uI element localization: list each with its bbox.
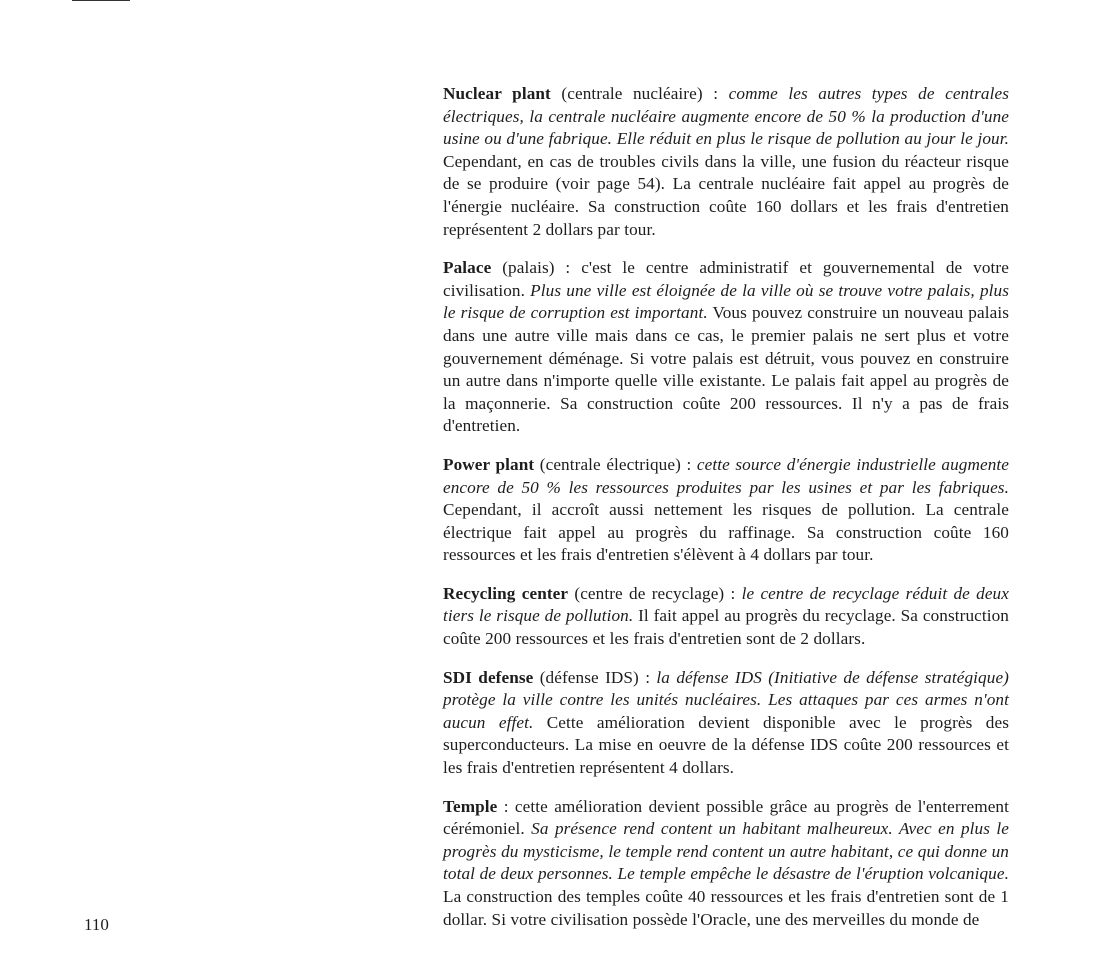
entry-recycling-center (443, 583, 1009, 651)
entry-text-italic: cette source d'énergie industrielle augmente encore de 50 % les ressources produites par les usines et par les fabriques. (443, 454, 1009, 497)
entry-nuclear-plant (443, 83, 1009, 241)
top-rule (72, 0, 130, 1)
glossary-content (443, 83, 1009, 947)
entry-term: Recycling center (443, 583, 569, 603)
entry-text: (défense IDS) : (533, 667, 657, 687)
entry-text: (centre de recyclage) : (568, 583, 742, 603)
entry-term: Power plant (443, 454, 535, 474)
page-number: 110 (84, 915, 109, 934)
entry-text: Vous pouvez construire un nouveau palais dans une autre ville mais dans ce cas, le premier palais ne sert plus et votre gouvernement déménage. Si votre palais est détruit, vous pouvez en construire un autre dans n'importe quelle ville existante. Le palais fait appel au progrès de la maçonnerie. Sa construction coûte 200 ressources. Il n'y a pas de frais d'entretien. (443, 303, 1009, 436)
entry-text-italic: le centre de recyclage réduit de deux tiers le risque de pollution. (443, 583, 1009, 626)
entry-text-italic: la défense IDS (Initiative de défense stratégique) protège la ville contre les unités nucléaires. Les attaques par ces armes n'ont aucun effet. (443, 667, 1009, 732)
entry-text: Il fait appel au progrès du recyclage. Sa construction coûte 200 ressources et les frais d'entretien sont de 2 dollars. (443, 606, 1010, 649)
entry-text-italic: Sa présence rend content un habitant malheureux. Avec en plus le progrès du mysticisme, le temple rend content un autre habitant, ce qui donne un total de deux personnes. Le temple empêche le désastre de l'éruption volcanique. (443, 819, 1009, 884)
entry-term: Nuclear plant (443, 84, 551, 103)
entry-text: Cependant, il accroît aussi nettement les risques de pollution. La centrale électrique fait appel au progrès du raffinage. Sa construction coûte 160 ressources et les frais d'entretien s'élèvent à 4 dollars par tour. (443, 500, 1009, 565)
entry-text: Cependant, en cas de troubles civils dans la ville, une fusion du réacteur risque de se produire (voir page 54). La centrale nucléaire fait appel au progrès de l'énergie nucléaire. Sa construction coûte 160 dollars et les frais d'entretien représentent 2 dollars par tour. (443, 151, 1009, 239)
entry-term: Palace (443, 258, 492, 278)
entry-term: Temple (443, 796, 498, 816)
entry-term: SDI defense (443, 667, 534, 687)
entry-palace (443, 257, 1009, 438)
entry-text-italic: comme les autres types de centrales électriques, la centrale nucléaire augmente encore de 50 % la production d'une usine ou d'une fabrique. Elle réduit en plus le risque de pollution au jour le jour. (443, 84, 1009, 149)
entry-power-plant (443, 454, 1009, 567)
entry-sdi-defense (443, 667, 1009, 780)
entry-text: Cette amélioration devient disponible avec le progrès des superconducteurs. La mise en oeuvre de la défense IDS coûte 200 ressources et les frais d'entretien représentent 4 dollars. (443, 712, 1009, 778)
entry-text: (centrale électrique) : (534, 454, 697, 474)
entry-text: (centrale nucléaire) : (550, 84, 729, 103)
entry-text: : cette amélioration devient possible grâce au progrès de l'enterrement cérémoniel. (443, 796, 1009, 839)
entry-text-italic: Plus une ville est éloignée de la ville où se trouve votre palais, plus le risque de corruption est important. (443, 280, 1010, 323)
entry-text: La construction des temples coûte 40 ressources et les frais d'entretien sont de 1 dollar. Si votre civilisation possède l'Oracle, une des merveilles du monde de (443, 887, 1009, 929)
entry-text: (palais) : c'est le centre administratif et gouvernemental de votre civilisation. (443, 258, 1009, 300)
entry-temple (443, 796, 1009, 932)
